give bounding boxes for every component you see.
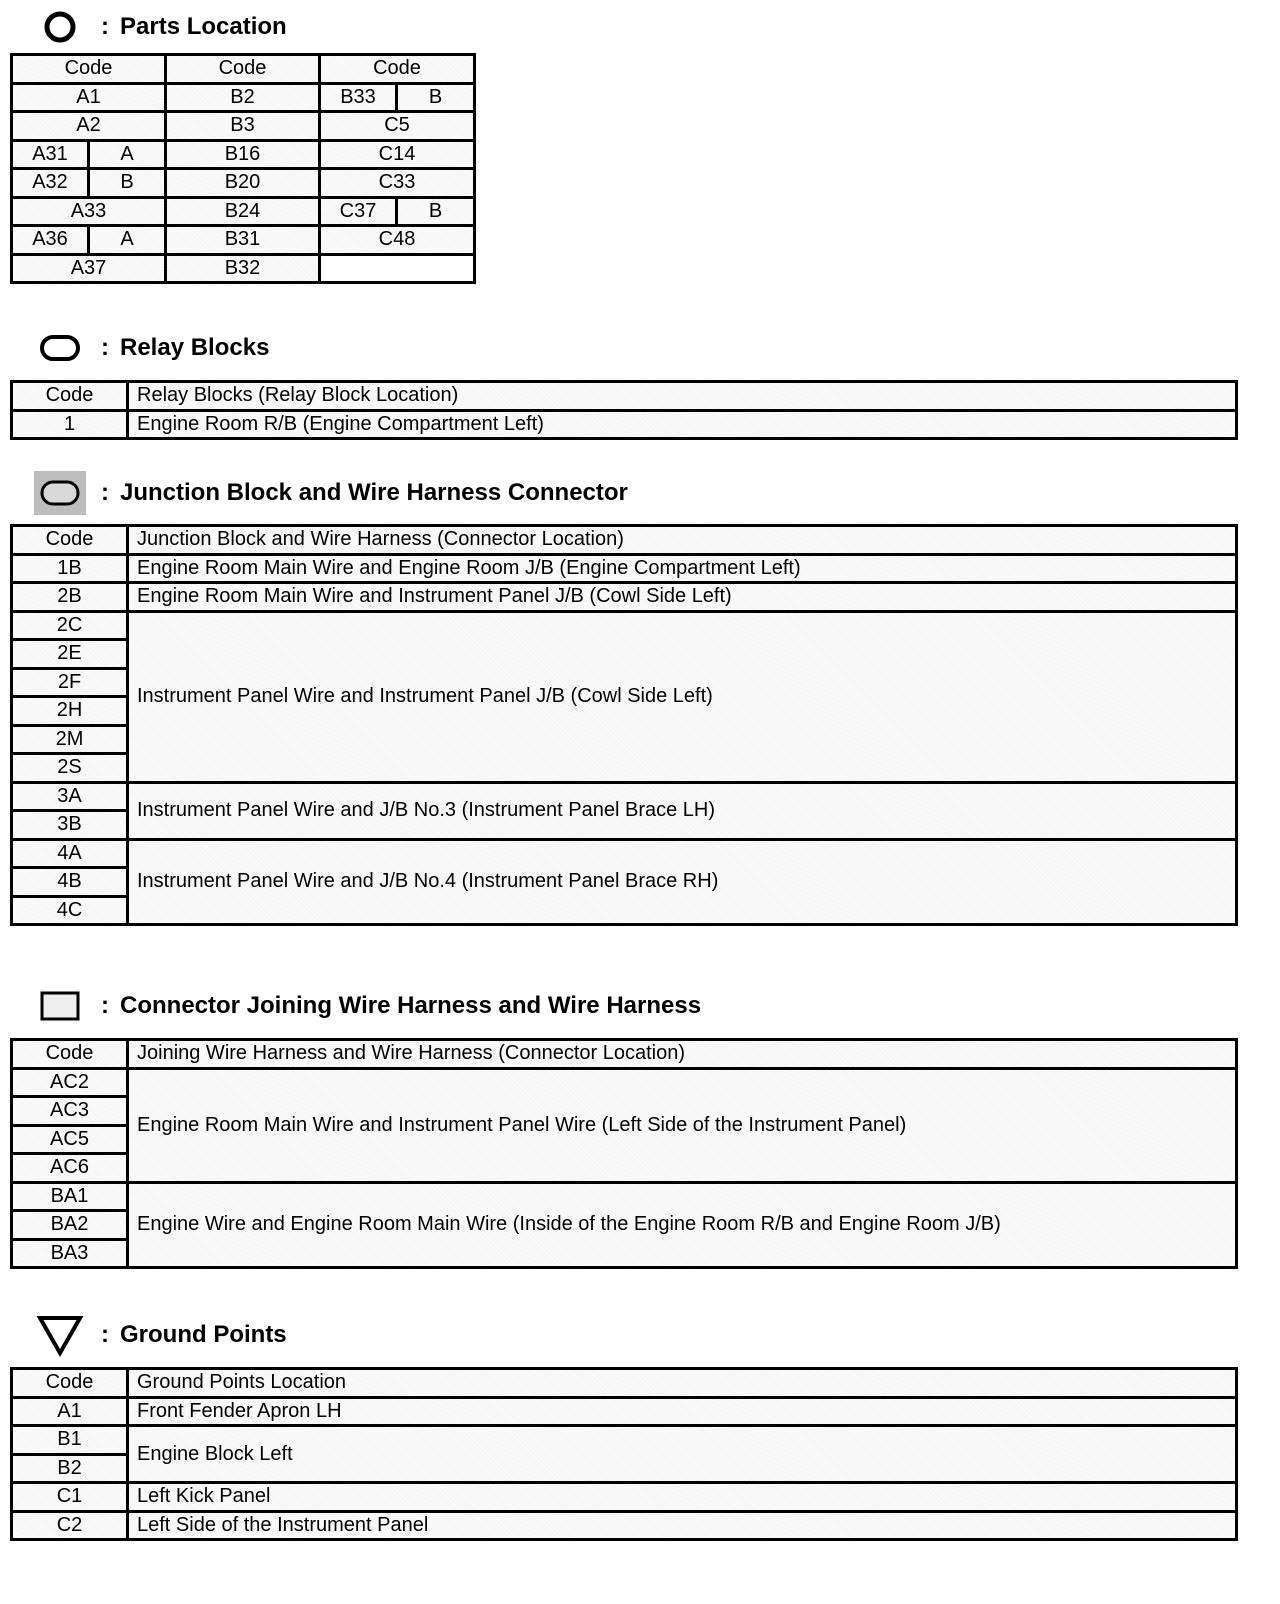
rounded-rect-icon xyxy=(30,328,90,368)
table-row xyxy=(12,169,475,198)
code-cell: BA1 xyxy=(12,1182,128,1211)
code-cell: 2M xyxy=(12,725,128,754)
table-row xyxy=(12,112,475,141)
code-cell: B1 xyxy=(12,1426,128,1455)
junction-block-heading xyxy=(30,473,628,513)
table-row xyxy=(12,782,1237,811)
part-code: B20 xyxy=(166,169,320,198)
location-cell: Engine Room R/B (Engine Compartment Left) xyxy=(128,410,1237,439)
table-row xyxy=(12,226,475,255)
connector-joining-heading xyxy=(30,986,701,1026)
triangle-icon xyxy=(30,1315,90,1355)
code-cell: B2 xyxy=(12,1454,128,1483)
table-row xyxy=(12,1068,1237,1097)
part-code: A36 xyxy=(12,226,89,255)
table-header-row xyxy=(12,1040,1237,1069)
table-row xyxy=(12,1182,1237,1211)
location-header: Junction Block and Wire Harness (Connector Location) xyxy=(128,526,1237,555)
location-cell: Engine Block Left xyxy=(128,1426,1237,1483)
location-cell: Left Side of the Instrument Panel xyxy=(128,1511,1237,1540)
table-row xyxy=(12,1397,1237,1426)
part-code: B31 xyxy=(166,226,320,255)
part-code: B2 xyxy=(166,83,320,112)
code-cell: AC6 xyxy=(12,1154,128,1183)
part-code: B16 xyxy=(166,140,320,169)
table-row xyxy=(12,197,475,226)
section-title: Parts Location xyxy=(120,13,287,40)
section-title: Ground Points xyxy=(120,1321,287,1348)
colon: : xyxy=(101,992,109,1019)
location-cell: Instrument Panel Wire and Instrument Panel J/B (Cowl Side Left) xyxy=(128,611,1237,782)
location-cell: Engine Room Main Wire and Instrument Panel J/B (Cowl Side Left) xyxy=(128,583,1237,612)
part-suffix: A xyxy=(89,226,166,255)
code-cell: 4C xyxy=(12,896,128,925)
section-title: Relay Blocks xyxy=(120,334,270,361)
part-suffix: B xyxy=(89,169,166,198)
part-suffix: B xyxy=(397,197,475,226)
shaded-rounded-rect-icon xyxy=(30,473,90,513)
part-code: A2 xyxy=(12,112,166,141)
parts-location-heading xyxy=(30,7,287,47)
code-cell: 2S xyxy=(12,754,128,783)
relay-blocks-table xyxy=(10,380,1238,440)
table-row xyxy=(12,1483,1237,1512)
code-header: Code xyxy=(12,1040,128,1069)
part-code: B32 xyxy=(166,254,320,283)
colon: : xyxy=(101,1321,109,1348)
part-code: A1 xyxy=(12,83,166,112)
table-row xyxy=(12,1511,1237,1540)
code-cell: AC3 xyxy=(12,1097,128,1126)
table-header-row xyxy=(12,1369,1237,1398)
location-cell: Left Kick Panel xyxy=(128,1483,1237,1512)
code-cell: BA2 xyxy=(12,1211,128,1240)
circle-icon xyxy=(30,7,90,47)
code-header: Code xyxy=(12,526,128,555)
code-cell: C1 xyxy=(12,1483,128,1512)
colon: : xyxy=(101,334,109,361)
table-row xyxy=(12,83,475,112)
code-cell: 2E xyxy=(12,640,128,669)
code-cell: C2 xyxy=(12,1511,128,1540)
part-code: B33 xyxy=(320,83,397,112)
table-row xyxy=(12,1426,1237,1455)
part-code: C37 xyxy=(320,197,397,226)
connector-joining-table xyxy=(10,1038,1238,1269)
table-row xyxy=(12,611,1237,640)
code-cell: BA3 xyxy=(12,1239,128,1268)
location-cell: Engine Wire and Engine Room Main Wire (Inside of the Engine Room R/B and Engine Room J/B) xyxy=(128,1182,1237,1268)
code-header: Code xyxy=(12,1369,128,1398)
ground-points-heading xyxy=(30,1315,287,1355)
part-suffix: B xyxy=(397,83,475,112)
parts-location-table xyxy=(10,53,476,284)
rectangle-icon xyxy=(30,986,90,1026)
section-title: Connector Joining Wire Harness and Wire Harness xyxy=(120,992,702,1019)
part-code: A33 xyxy=(12,197,166,226)
ground-points-table xyxy=(10,1367,1238,1541)
colon: : xyxy=(101,479,109,506)
part-code: A37 xyxy=(12,254,166,283)
part-code: C33 xyxy=(320,169,475,198)
table-row xyxy=(12,554,1237,583)
table-header-row xyxy=(12,526,1237,555)
code-header: Code xyxy=(12,55,166,84)
code-cell: 2B xyxy=(12,583,128,612)
relay-blocks-heading xyxy=(30,328,269,368)
location-cell: Front Fender Apron LH xyxy=(128,1397,1237,1426)
table-row xyxy=(12,583,1237,612)
location-cell: Instrument Panel Wire and J/B No.4 (Instrument Panel Brace RH) xyxy=(128,839,1237,925)
part-code: C14 xyxy=(320,140,475,169)
part-code: C5 xyxy=(320,112,475,141)
code-cell: 4B xyxy=(12,868,128,897)
code-cell: A1 xyxy=(12,1397,128,1426)
code-header: Code xyxy=(320,55,475,84)
part-code: A32 xyxy=(12,169,89,198)
code-header: Code xyxy=(12,382,128,411)
code-cell: 1B xyxy=(12,554,128,583)
table-row xyxy=(12,254,475,283)
code-cell: 3A xyxy=(12,782,128,811)
table-header-row xyxy=(12,382,1237,411)
location-cell: Engine Room Main Wire and Instrument Panel Wire (Left Side of the Instrument Panel) xyxy=(128,1068,1237,1182)
location-header: Joining Wire Harness and Wire Harness (Connector Location) xyxy=(128,1040,1237,1069)
code-cell: 2C xyxy=(12,611,128,640)
code-cell: 4A xyxy=(12,839,128,868)
part-code: A31 xyxy=(12,140,89,169)
location-cell: Engine Room Main Wire and Engine Room J/B (Engine Compartment Left) xyxy=(128,554,1237,583)
code-cell: 2H xyxy=(12,697,128,726)
location-header: Ground Points Location xyxy=(128,1369,1237,1398)
junction-block-table xyxy=(10,524,1238,926)
part-code: B3 xyxy=(166,112,320,141)
code-header: Code xyxy=(166,55,320,84)
table-row xyxy=(12,410,1237,439)
table-row xyxy=(12,140,475,169)
empty-cell xyxy=(320,254,475,283)
code-cell: 2F xyxy=(12,668,128,697)
section-title: Junction Block and Wire Harness Connector xyxy=(120,479,628,506)
code-cell: 3B xyxy=(12,811,128,840)
colon: : xyxy=(101,13,109,40)
location-header: Relay Blocks (Relay Block Location) xyxy=(128,382,1237,411)
location-cell: Instrument Panel Wire and J/B No.3 (Instrument Panel Brace LH) xyxy=(128,782,1237,839)
table-row xyxy=(12,839,1237,868)
code-cell: AC2 xyxy=(12,1068,128,1097)
part-code: C48 xyxy=(320,226,475,255)
part-code: B24 xyxy=(166,197,320,226)
table-header-row xyxy=(12,55,475,84)
part-suffix: A xyxy=(89,140,166,169)
code-cell: AC5 xyxy=(12,1125,128,1154)
code-cell: 1 xyxy=(12,410,128,439)
